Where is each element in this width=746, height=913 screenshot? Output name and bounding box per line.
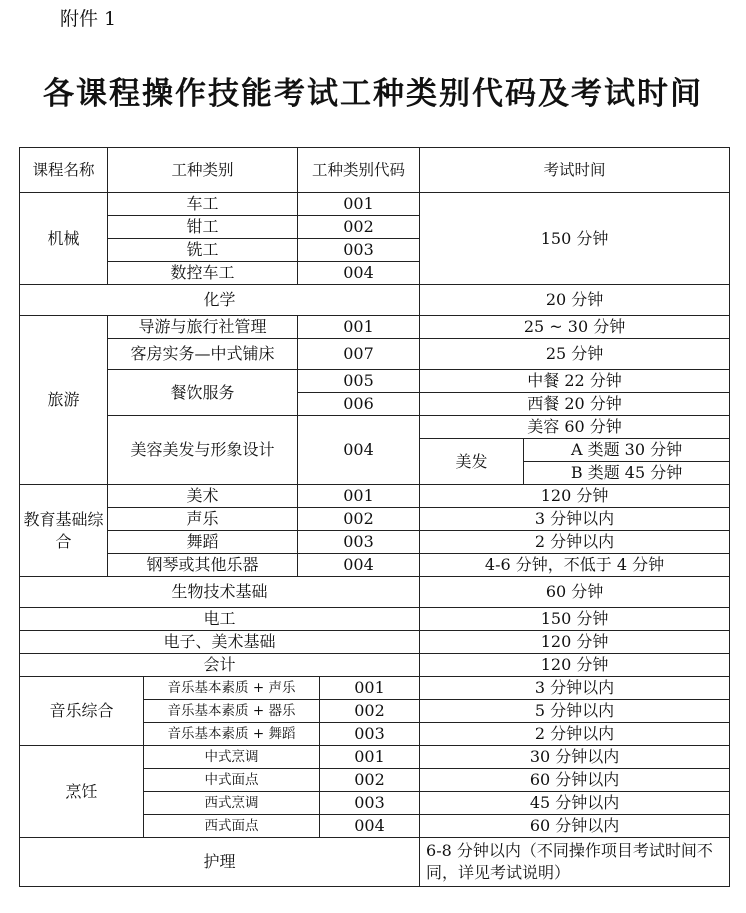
table-row	[20, 531, 730, 554]
time-cell: 25 分钟	[420, 339, 730, 370]
course-cell: 旅游	[20, 316, 108, 485]
type-cell: 音乐基本素质 + 器乐	[144, 700, 320, 723]
code-cell: 004	[320, 815, 420, 838]
type-cell: 中式烹调	[144, 746, 320, 769]
table-row	[20, 654, 730, 677]
time-cell: 中餐 22 分钟	[420, 370, 730, 393]
type-cell: 化学	[20, 285, 420, 316]
type-cell: 中式面点	[144, 769, 320, 792]
table-row	[20, 677, 730, 700]
table-row	[20, 554, 730, 577]
type-cell: 舞蹈	[108, 531, 298, 554]
course-cell: 音乐综合	[20, 677, 144, 746]
code-cell: 001	[320, 677, 420, 700]
type-cell: 钢琴或其他乐器	[108, 554, 298, 577]
table-row	[20, 838, 730, 887]
type-cell: 餐饮服务	[108, 370, 298, 416]
time-cell: 6-8 分钟以内（不同操作项目考试时间不同，详见考试说明）	[420, 838, 730, 887]
code-cell: 004	[298, 416, 420, 485]
page-title: 各课程操作技能考试工种类别代码及考试时间	[43, 76, 703, 112]
time-cell: 120 分钟	[420, 631, 730, 654]
code-cell: 002	[298, 216, 420, 239]
code-cell: 003	[298, 531, 420, 554]
attachment-label: 附件 1	[60, 8, 117, 30]
table-row	[20, 608, 730, 631]
type-cell: 铣工	[108, 239, 298, 262]
type-cell: 美术	[108, 485, 298, 508]
time-cell: 3 分钟以内	[420, 508, 730, 531]
type-cell: 数控车工	[108, 262, 298, 285]
code-cell: 003	[320, 792, 420, 815]
table-row	[20, 746, 730, 769]
time-cell: 美容 60 分钟	[420, 416, 730, 439]
type-cell: 车工	[108, 193, 298, 216]
code-cell: 005	[298, 370, 420, 393]
table-row	[20, 485, 730, 508]
time-cell: 20 分钟	[420, 285, 730, 316]
type-cell: 电子、美术基础	[20, 631, 420, 654]
time-cell: 120 分钟	[420, 654, 730, 677]
time-cell: 西餐 20 分钟	[420, 393, 730, 416]
type-cell: 客房实务—中式铺床	[108, 339, 298, 370]
table-row	[20, 577, 730, 608]
time-cell: 30 分钟以内	[420, 746, 730, 769]
time-cell: 60 分钟以内	[420, 769, 730, 792]
type-cell: 美容美发与形象设计	[108, 416, 298, 485]
time-cell: B 类题 45 分钟	[524, 462, 730, 485]
type-cell: 护理	[20, 838, 420, 887]
code-cell: 001	[320, 746, 420, 769]
code-cell: 003	[298, 239, 420, 262]
code-cell: 004	[298, 554, 420, 577]
type-cell: 电工	[20, 608, 420, 631]
table-row	[20, 339, 730, 370]
type-cell: 西式烹调	[144, 792, 320, 815]
header-time: 考试时间	[420, 148, 730, 193]
type-cell: 西式面点	[144, 815, 320, 838]
header-course: 课程名称	[20, 148, 108, 193]
time-cell: 150 分钟	[420, 193, 730, 285]
type-cell: 钳工	[108, 216, 298, 239]
code-cell: 002	[298, 508, 420, 531]
course-cell: 教育基础综合	[20, 485, 108, 577]
code-cell: 001	[298, 193, 420, 216]
time-cell: 60 分钟	[420, 577, 730, 608]
code-cell: 006	[298, 393, 420, 416]
header-type: 工种类别	[108, 148, 298, 193]
type-cell: 导游与旅行社管理	[108, 316, 298, 339]
time-cell: 5 分钟以内	[420, 700, 730, 723]
course-cell: 烹饪	[20, 746, 144, 838]
table-row	[20, 416, 730, 439]
table-row	[20, 508, 730, 531]
time-cell: 2 分钟以内	[420, 723, 730, 746]
code-cell: 003	[320, 723, 420, 746]
table-row	[20, 285, 730, 316]
type-cell: 声乐	[108, 508, 298, 531]
code-cell: 001	[298, 316, 420, 339]
type-cell: 会计	[20, 654, 420, 677]
exam-table	[19, 147, 730, 887]
code-cell: 002	[320, 769, 420, 792]
time-cell: 60 分钟以内	[420, 815, 730, 838]
table-row	[20, 631, 730, 654]
code-cell: 004	[298, 262, 420, 285]
time-cell: 120 分钟	[420, 485, 730, 508]
meifa-label: 美发	[420, 439, 524, 485]
time-cell: A 类题 30 分钟	[524, 439, 730, 462]
time-cell: 45 分钟以内	[420, 792, 730, 815]
type-cell: 生物技术基础	[20, 577, 420, 608]
time-cell: 25 ~ 30 分钟	[420, 316, 730, 339]
code-cell: 007	[298, 339, 420, 370]
time-cell: 3 分钟以内	[420, 677, 730, 700]
time-cell: 4-6 分钟，不低于 4 分钟	[420, 554, 730, 577]
table-row	[20, 193, 730, 216]
code-cell: 002	[320, 700, 420, 723]
header-row	[20, 148, 730, 193]
table-row	[20, 316, 730, 339]
type-cell: 音乐基本素质 + 舞蹈	[144, 723, 320, 746]
table-row	[20, 370, 730, 393]
time-cell: 2 分钟以内	[420, 531, 730, 554]
type-cell: 音乐基本素质 + 声乐	[144, 677, 320, 700]
header-code: 工种类别代码	[298, 148, 420, 193]
course-cell: 机械	[20, 193, 108, 285]
time-cell: 150 分钟	[420, 608, 730, 631]
code-cell: 001	[298, 485, 420, 508]
